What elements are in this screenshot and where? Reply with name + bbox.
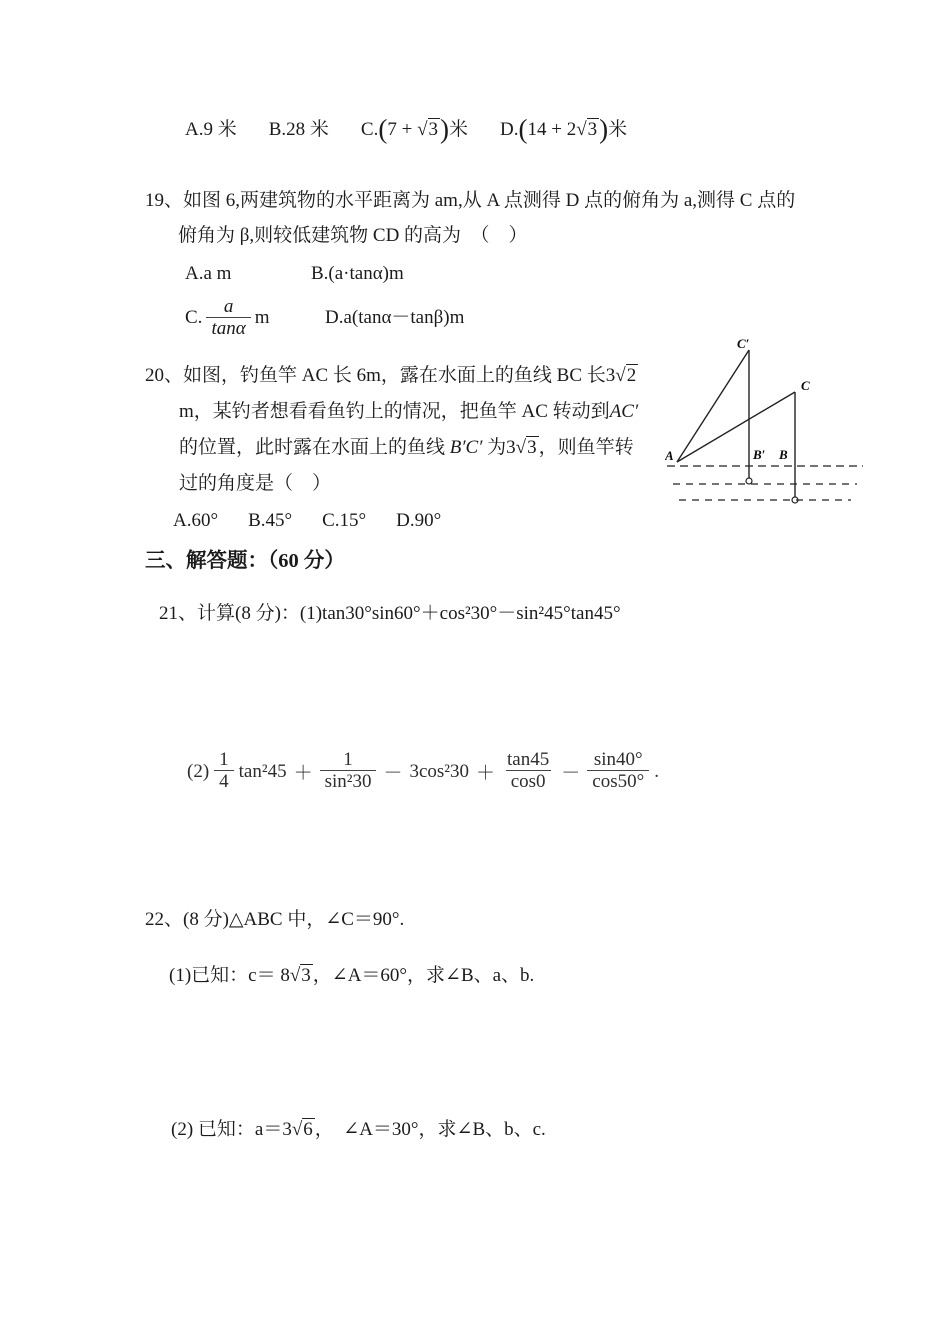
q20-line3 (145, 430, 673, 466)
fraction-tan45-over-cos0 (502, 750, 554, 793)
radicand: 3 (587, 119, 598, 140)
fraction-numerator: 1 (219, 749, 229, 770)
q20-text-block (145, 358, 673, 534)
radical (417, 113, 440, 147)
fraction-denominator: cos50° (587, 770, 649, 793)
sqrt-icon: √ (291, 1119, 303, 1140)
q22-head: 22、(8 分)△ABC 中，∠C＝90°. (145, 909, 405, 930)
figure-label-b-prime: B′ (753, 447, 766, 462)
prev-option-b: B.28 米 (268, 118, 329, 140)
q20-line3-text2: 为 (482, 437, 507, 458)
fraction-numerator: tan45 (507, 749, 550, 770)
sqrt-icon: √ (289, 965, 301, 986)
q19-option-d: D.a(tanα－tanβ)m (325, 306, 465, 328)
fraction-denominator: sin²30 (320, 770, 377, 793)
q20-option-b: B.45° (248, 510, 293, 531)
q22-part1 (169, 959, 855, 993)
radical (290, 959, 313, 993)
fraction-denominator: 4 (214, 770, 234, 793)
q20-options-row (173, 508, 673, 534)
hook-circle-b-prime (746, 478, 752, 484)
q20-line2-math: AC′ (609, 401, 639, 422)
term-3cos2-30: 3cos²30 (409, 760, 470, 782)
open-paren: ( (378, 114, 388, 144)
term-tan2-45: tan²45 (238, 760, 287, 782)
q20-line3-math: B′C′ (449, 437, 483, 458)
radicand: 3 (301, 965, 311, 986)
open-paren: ( (518, 114, 528, 144)
radicand: 3 (527, 437, 537, 458)
sqrt-icon: √ (615, 365, 626, 386)
q19-line2: 俯角为 β,则较低建筑物 CD 的高为 （ ） (178, 225, 528, 246)
q22-part2 (171, 1113, 855, 1147)
fraction-numerator: 1 (343, 749, 353, 770)
question-21 (159, 596, 855, 793)
prev-question-options (185, 112, 855, 147)
q20-option-c: C.15° (322, 510, 367, 531)
minus-operator: － (383, 763, 403, 784)
q20-line2 (145, 394, 673, 430)
close-paren: ) (599, 114, 609, 144)
question-22 (145, 903, 855, 1147)
prev-option-a: A.9 米 (185, 118, 237, 140)
q20-line1 (145, 358, 673, 394)
prev-option-d-unit: 米 (608, 119, 628, 140)
figure-label-c: C (801, 378, 810, 393)
sqrt-icon: √ (417, 119, 428, 140)
prev-option-c-unit: 米 (449, 119, 469, 140)
prev-option-d-label: D. (500, 119, 519, 140)
radical (516, 430, 539, 466)
prev-option-c (361, 112, 468, 147)
q19-options-cd (185, 297, 855, 340)
prev-option-c-label: C. (360, 119, 379, 140)
fraction-1-over-sin2-30 (320, 750, 377, 793)
prev-option-c-body: 7 + (387, 119, 418, 140)
q20-line4: 过的角度是（ ） (179, 473, 332, 494)
fraction-denominator: tanα (206, 317, 250, 340)
fraction-one-fourth (214, 750, 234, 793)
section-3-header: 三、解答题：（60 分） (145, 550, 345, 572)
radicand: 6 (303, 1119, 313, 1140)
figure-label-c-prime: C′ (737, 338, 750, 351)
radical (292, 1113, 315, 1147)
q20-line2-text: m，某钓者想看看鱼钓上的情况，把鱼竿 AC 转动到 (179, 401, 610, 422)
figure-label-b: B (779, 447, 788, 462)
fraction-sin40-over-cos50 (587, 750, 649, 793)
prev-option-d-body: 14 + 2 (527, 119, 577, 140)
question-19 (145, 183, 855, 340)
sqrt-icon: √ (576, 119, 587, 140)
q20-line3-text3: ，则鱼竿转 (538, 437, 634, 458)
q19-option-b: B.(a·tanα)m (311, 263, 404, 284)
radical (576, 113, 599, 147)
plus-operator: ＋ (476, 763, 496, 784)
radical (615, 358, 638, 394)
q19-option-a: A.a m (185, 263, 232, 284)
question-20 (145, 338, 855, 534)
rod-line-a-to-c-prime (677, 350, 749, 462)
radicand: 3 (428, 119, 439, 140)
q20-line1-coef: 3 (605, 365, 616, 386)
q22-part2-post: ， ∠A＝30°，求∠B、b、c. (314, 1119, 546, 1140)
q19-options-ab (185, 259, 855, 289)
q22-part2-pre: (2) 已知：a＝3 (171, 1119, 292, 1140)
q21-part1: 21、计算(8 分)：(1)tan30°sin60°＋cos²30°－sin²45°tan45° (159, 603, 621, 624)
figure-label-a: A (665, 448, 674, 463)
fraction-denominator: cos0 (506, 770, 551, 793)
fraction-numerator: sin40° (593, 749, 643, 770)
q20-option-d: D.90° (396, 510, 442, 531)
fraction-a-over-tan-alpha (206, 297, 250, 340)
radicand: 2 (626, 365, 637, 386)
q19-line1: 19、如图 6,两建筑物的水平距离为 am,从 A 点测得 D 点的俯角为 a,测得 C 点的 (145, 190, 796, 211)
q21-part2-formula (187, 750, 855, 793)
fraction-numerator: a (223, 296, 234, 317)
rod-line-a-to-c (677, 392, 795, 462)
minus-operator: － (561, 763, 581, 784)
q20-fishing-rod-figure (665, 338, 869, 518)
prev-option-d (500, 112, 627, 147)
q22-part1-post: ，∠A＝60°，求∠B、a、b. (312, 965, 535, 986)
close-paren: ) (440, 114, 450, 144)
q19-option-c-label: C. (185, 306, 203, 328)
sqrt-icon: √ (515, 437, 527, 458)
q22-part1-pre: (1)已知：c＝ 8 (169, 965, 290, 986)
formula-period: . (654, 760, 659, 782)
plus-operator: ＋ (293, 763, 313, 784)
q21-part2-label: (2) (187, 760, 210, 782)
q20-line3-text: 的位置，此时露在水面上的鱼线 (179, 437, 450, 458)
q19-option-c (185, 297, 325, 340)
q20-line3-coef: 3 (506, 437, 516, 458)
q20-line1-text: 20、如图，钓鱼竿 AC 长 6m，露在水面上的鱼线 BC 长 (145, 365, 606, 386)
q20-option-a: A.60° (173, 510, 219, 531)
q19-option-c-unit: m (254, 306, 270, 328)
